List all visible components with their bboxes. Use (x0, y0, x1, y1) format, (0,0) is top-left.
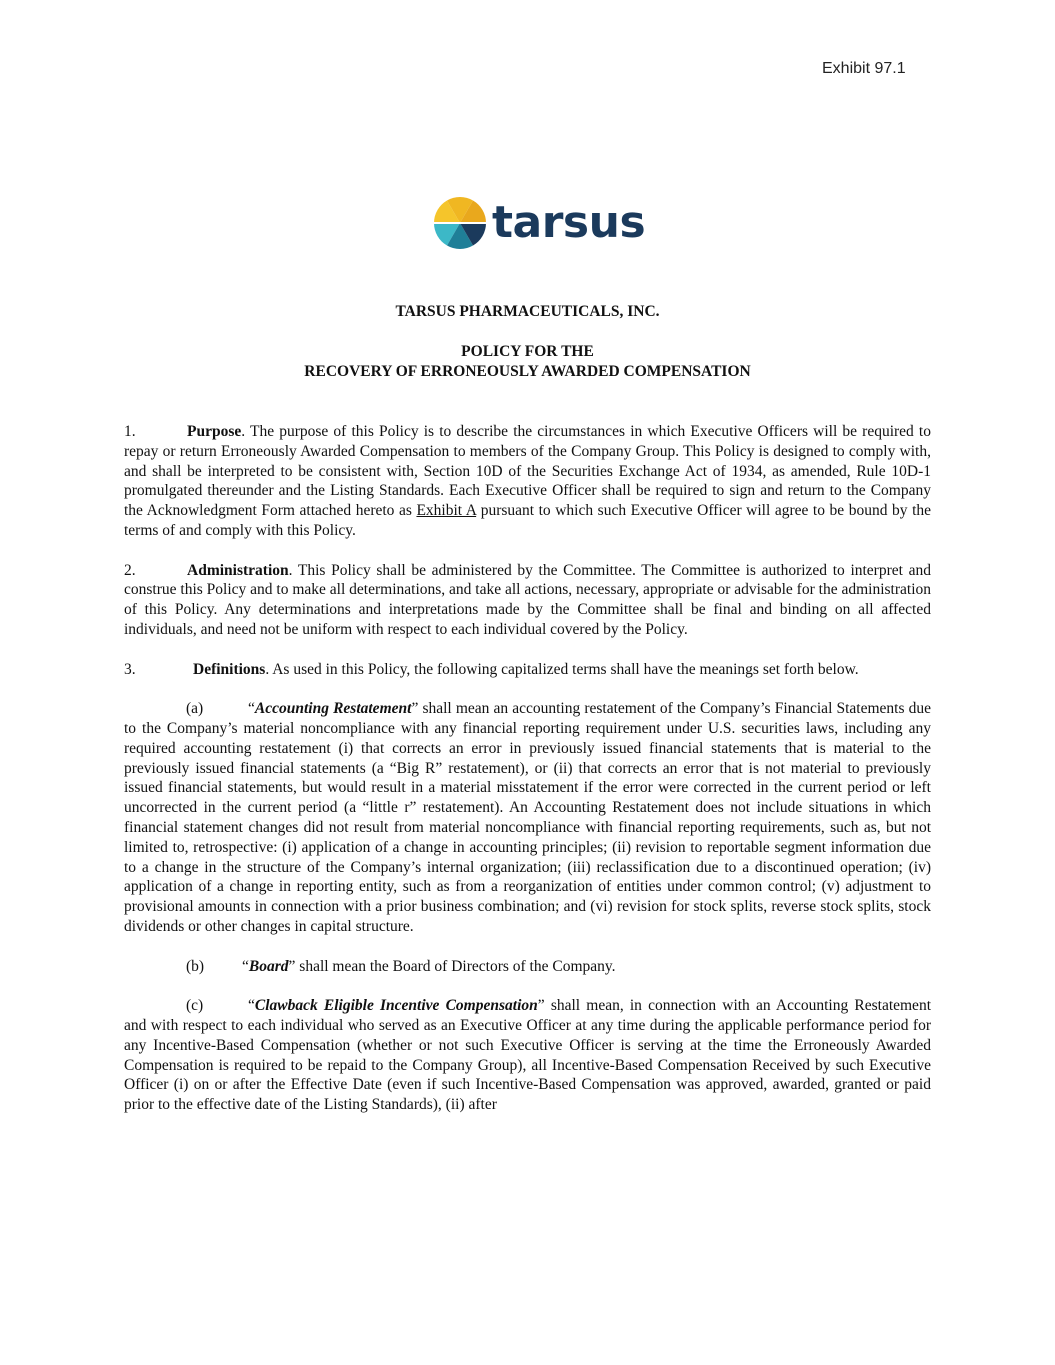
definition-term: Accounting Restatement (254, 700, 412, 718)
definition-text: shall mean, in connection with an Accounting Restatement and with respect to each individual who served as an Executive Officer at any time during the applicable performance period for any Incentive-Based Compensation (whether or not such Executive Officer is serving at the time the Erroneously Awarded Compensation is required to be repaid to the Company Group), all Incentive-Based Compensation Received by such Executive Officer (i) on or after the Effective Date (even if such Incentive-Based Compensation was approved, awarded, granted or paid prior to the effective date of the Listing Standards), (ii) after (124, 997, 931, 1114)
definition-text: shall mean an accounting restatement of the Company’s Financial Statements due to the Company’s material noncompliance with any financial reporting requirement under U.S. securities laws, including any required accounting restatement (i) that corrects an error in previously issued financial statements that is material to the previously issued financial statements (a “Big R” restatement), or (ii) that corrects an error that is not material to previously issued financial statements, but would result in a material misstatement if the error were corrected in the current period or left uncorrected in the current period (a “little r” restatement). An Accounting Restatement does not include situations in which financial statement changes did not result from material noncompliance with financial reporting requirements, such as, but not limited to, retrospective: (i) application of a change in accounting principles; (ii) revision to reportable segment information due to a change in the structure of the Company’s internal organization; (iii) reclassification due to a discontinued operation; (iv) application of a change in reporting entity, such as from a reorganization of entities under common control; (v) adjustment to provisional amounts in connection with a prior business combination; and (vi) revision for stock splits, reverse stock splits, stock dividends or other changes in capital structure. (124, 700, 931, 935)
section-heading: Definitions (193, 660, 266, 678)
tarsus-logo-mark (432, 195, 488, 251)
definition-text: shall mean the Board of Directors of the Company. (295, 957, 616, 975)
definition-accounting-restatement: (a) “Accounting Restatement” shall mean an accounting restatement of the Company’s Financial Statements due to the Company’s material noncompliance with any financial reporting requirement under U.S. securities laws, including any required accounting restatement (i) that corrects an error in previously issued financial statements that is material to the previously issued financial statements (a “Big R” restatement), or (ii) that corrects an error that is not material to previously issued financial statements, but would result in a material misstatement if the error were corrected in the current period or left uncorrected in the current period (a “little r” restatement). An Accounting Restatement does not include situations in which financial statement changes did not result from material noncompliance with financial reporting requirements, such as, but not limited to, retrospective: (i) application of a change in accounting principles; (ii) revision to reportable segment information due to a change in the structure of the Company’s internal organization; (iii) reclassification due to a discontinued operation; (iv) application of a change in reporting entity, such as from a reorganization of entities under common control; (v) adjustment to provisional amounts in connection with a prior business combination; and (vi) revision for stock splits, reverse stock splits, stock dividends or other changes in capital structure. (124, 700, 931, 935)
definition-board: (b) “Board” shall mean the Board of Directors of the Company. (186, 957, 616, 975)
definition-label: (b) (186, 957, 205, 975)
section-text: . As used in this Policy, the following capitalized terms shall have the meanings set forth below. (265, 660, 859, 678)
policy-body (124, 422, 931, 1135)
policy-title-line2: RECOVERY OF ERRONEOUSLY AWARDED COMPENSATION (304, 363, 751, 380)
definition-term: Board (248, 957, 289, 975)
company-title: TARSUS PHARMACEUTICALS, INC. (395, 303, 660, 320)
section-text: . The purpose of this Policy is to describe the circumstances in which Executive Officers will be required to repay or return Erroneously Awarded Compensation to members of the Company Group. This Policy is designed to comply with, and shall be interpreted to be consistent with, Section 10D of the Securities Exchange Act of 1934, as amended, Rule 10D-1 promulgated thereunder and the Listing Standards. Each Executive Officer shall be required to sign and return to the Company the Acknowledgment Form attached hereto as (124, 423, 931, 520)
tarsus-logo-text: tarsus (492, 197, 646, 248)
definition-clawback-eligible: (c) “Clawback Eligible Incentive Compensation” shall mean, in connection with an Accounting Restatement and with respect to each individual who served as an Executive Officer at any time during the applicable performance period for any Incentive-Based Compensation (whether or not such Executive Officer is serving at the time the Erroneously Awarded Compensation is required to be repaid to the Company Group), all Incentive-Based Compensation Received by such Executive Officer (i) on or after the Effective Date (even if such Incentive-Based Compensation was approved, awarded, granted or paid prior to the effective date of the Listing Standards), (ii) after (124, 997, 931, 1114)
definition-label: (a) (186, 700, 204, 718)
section-definitions (124, 660, 931, 680)
section-number: 3. (124, 660, 136, 678)
tarsus-logo (432, 195, 645, 251)
definition-label: (c) (186, 997, 204, 1015)
section-number: 1. (124, 423, 136, 440)
section-text: . This Policy shall be administered by the Committee. The Committee is authorized to interpret and construe this Policy and to make all determinations, and take all actions, necessary, appropriate or advisable for the administration of this Policy. Any determinations and interpretations made by the Committee shall be final and binding on all affected individuals, and need not be uniform with respect to each individual covered by the Policy. (124, 561, 931, 638)
section-administration (124, 561, 931, 640)
section-heading: Purpose (187, 423, 242, 440)
section-text-cont: pursuant to which such Executive Officer will agree to be bound by the terms of and comply with this Policy. (124, 502, 932, 539)
section-heading: Administration (187, 561, 289, 579)
section-number: 2. (124, 561, 136, 579)
section-purpose (124, 422, 931, 541)
definition-term: Clawback Eligible Incentive Compensation (254, 997, 538, 1015)
exhibit-a-link[interactable]: Exhibit A (416, 502, 477, 520)
policy-title-line1: POLICY FOR THE (461, 343, 594, 360)
exhibit-label: Exhibit 97.1 (822, 60, 906, 77)
